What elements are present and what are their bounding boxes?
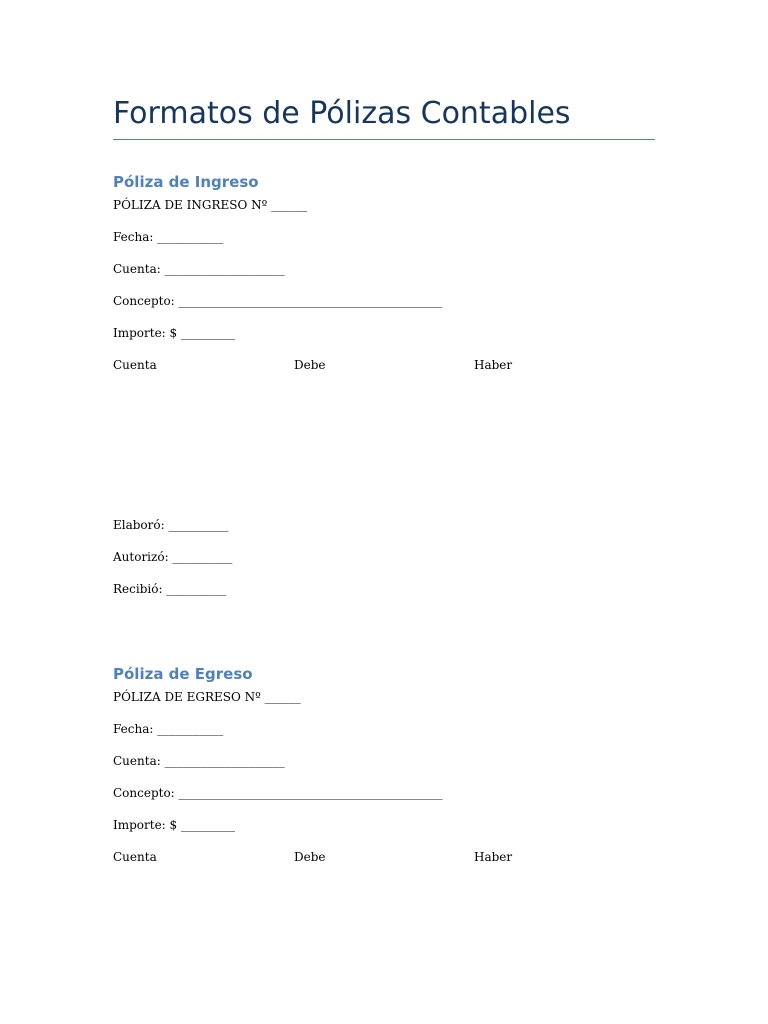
poliza-ingreso-heading: Póliza de Ingreso [113, 173, 259, 191]
egreso-columns-header [113, 849, 673, 865]
ingreso-number-line: PÓLIZA DE INGRESO Nº ______ [113, 198, 308, 212]
ingreso-concepto-line: Concepto: ____________________________________________ [113, 294, 443, 308]
egreso-fecha-line: Fecha: ___________ [113, 722, 224, 736]
ingreso-cuenta-line: Cuenta: ____________________ [113, 262, 285, 276]
ingreso-recibio-line: Recibió: __________ [113, 582, 227, 596]
egreso-column-haber: Haber [474, 850, 513, 864]
title-underline [113, 139, 655, 140]
poliza-egreso-section [113, 663, 673, 865]
ingreso-columns-header [113, 357, 673, 373]
egreso-number-line: PÓLIZA DE EGRESO Nº ______ [113, 690, 301, 704]
document-title: Formatos de Pólizas Contables [113, 96, 571, 131]
egreso-concepto-line: Concepto: ____________________________________________ [113, 786, 443, 800]
ingreso-column-debe: Debe [294, 358, 326, 372]
ingreso-fecha-line: Fecha: ___________ [113, 230, 224, 244]
ingreso-importe-line: Importe: $ _________ [113, 326, 235, 340]
ingreso-column-cuenta: Cuenta [113, 358, 157, 372]
ingreso-elaboro-line: Elaboró: __________ [113, 518, 229, 532]
ingreso-autorizo-line: Autorizó: __________ [113, 550, 233, 564]
egreso-column-cuenta: Cuenta [113, 850, 157, 864]
poliza-ingreso-section [113, 171, 673, 597]
ingreso-signatures [113, 517, 673, 597]
egreso-column-debe: Debe [294, 850, 326, 864]
poliza-egreso-heading: Póliza de Egreso [113, 665, 253, 683]
egreso-importe-line: Importe: $ _________ [113, 818, 235, 832]
ingreso-column-haber: Haber [474, 358, 513, 372]
egreso-cuenta-line: Cuenta: ____________________ [113, 754, 285, 768]
